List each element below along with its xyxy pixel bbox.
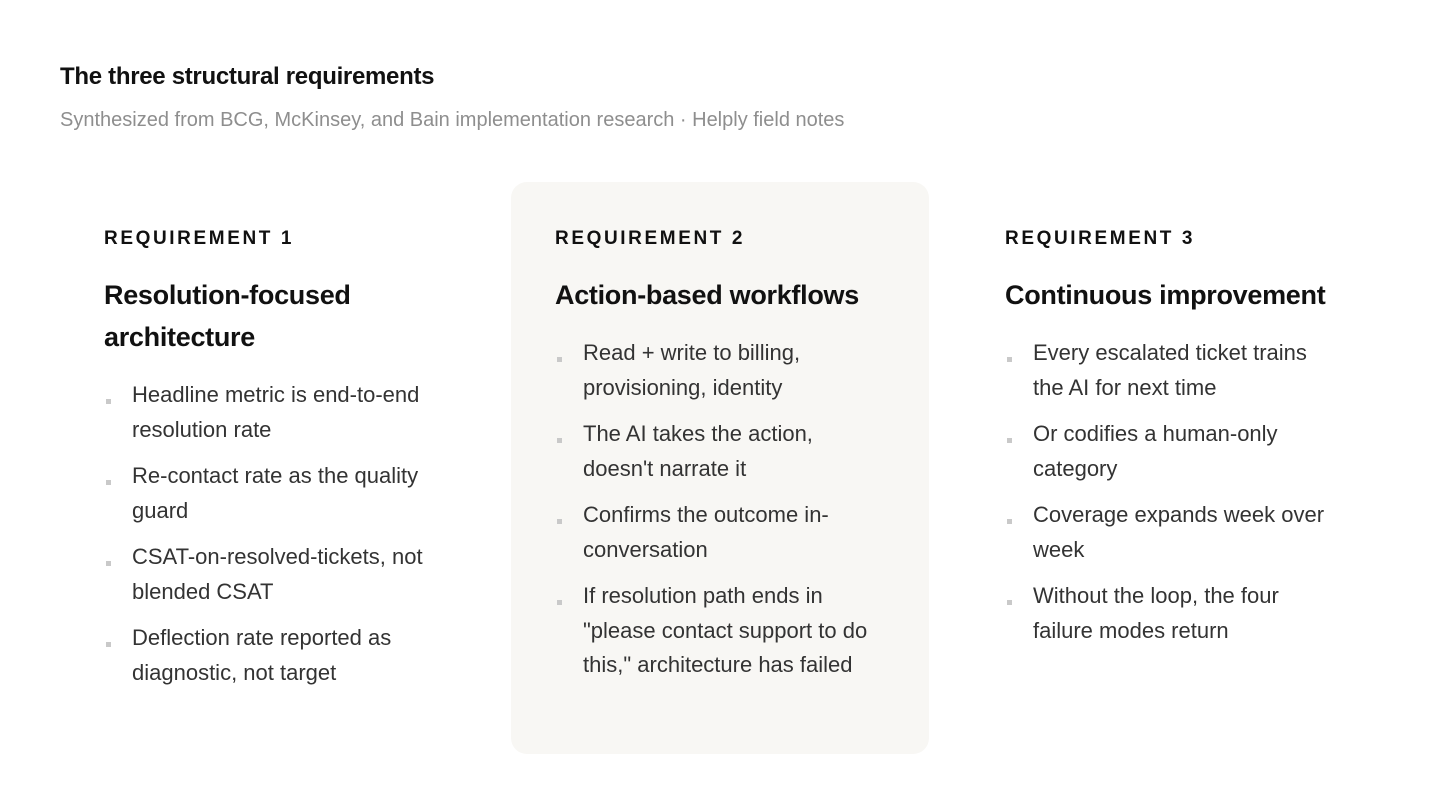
- requirement-bullet-list: [1005, 336, 1335, 648]
- bullet-marker-icon: [1007, 600, 1012, 605]
- list-item-text: Deflection rate reported as diagnostic, not target: [132, 625, 392, 685]
- list-item-text: Headline metric is end-to-end resolution rate: [132, 382, 420, 442]
- list-item: [104, 378, 432, 447]
- list-item-text: Coverage expands week over week: [1033, 502, 1325, 562]
- page-subtitle: Synthesized from BCG, McKinsey, and Bain implementation research · Helply field notes: [60, 109, 845, 131]
- requirement-card-2: [511, 182, 929, 754]
- requirement-card-3: [961, 182, 1379, 754]
- requirement-label: REQUIREMENT 3: [1005, 228, 1196, 249]
- list-item-text: Every escalated ticket trains the AI for next time: [1033, 340, 1307, 400]
- bullet-marker-icon: [557, 600, 562, 605]
- requirement-label: REQUIREMENT 2: [555, 228, 746, 249]
- page-title: The three structural requirements: [60, 63, 435, 90]
- requirement-title: Continuous improvement: [1005, 280, 1326, 310]
- bullet-marker-icon: [1007, 519, 1012, 524]
- list-item-text: CSAT-on-resolved-tickets, not blended CSAT: [132, 544, 423, 604]
- list-item-text: Or codifies a human-only category: [1033, 421, 1278, 481]
- requirement-card-1: [60, 182, 478, 754]
- list-item: [555, 579, 885, 683]
- list-item: [104, 621, 432, 690]
- bullet-marker-icon: [106, 642, 111, 647]
- bullet-marker-icon: [106, 399, 111, 404]
- list-item: [1005, 417, 1335, 486]
- list-item: [1005, 498, 1335, 567]
- list-item-text: Confirms the outcome in-conversation: [583, 502, 829, 562]
- requirement-label: REQUIREMENT 1: [104, 228, 295, 249]
- bullet-marker-icon: [106, 561, 111, 566]
- bullet-marker-icon: [557, 519, 562, 524]
- requirements-grid: [60, 182, 1380, 754]
- list-item-text: Without the loop, the four failure modes return: [1033, 583, 1279, 643]
- list-item: [555, 336, 885, 405]
- list-item-text: If resolution path ends in "please contact support to do this," architecture has failed: [583, 583, 868, 677]
- list-item: [104, 459, 432, 528]
- bullet-marker-icon: [1007, 438, 1012, 443]
- list-item: [1005, 579, 1335, 648]
- list-item: [555, 417, 885, 486]
- bullet-marker-icon: [106, 480, 111, 485]
- list-item: [104, 540, 432, 609]
- requirement-bullet-list: [555, 336, 885, 683]
- list-item: [555, 498, 885, 567]
- bullet-marker-icon: [557, 357, 562, 362]
- list-item-text: Read + write to billing, provisioning, identity: [583, 340, 801, 400]
- requirement-title: Resolution-focused architecture: [104, 280, 351, 352]
- requirement-bullet-list: [104, 378, 434, 690]
- requirement-title: Action-based workflows: [555, 280, 859, 310]
- list-item-text: The AI takes the action, doesn't narrate it: [583, 421, 813, 481]
- bullet-marker-icon: [1007, 357, 1012, 362]
- list-item-text: Re-contact rate as the quality guard: [132, 463, 419, 523]
- list-item: [1005, 336, 1335, 405]
- bullet-marker-icon: [557, 438, 562, 443]
